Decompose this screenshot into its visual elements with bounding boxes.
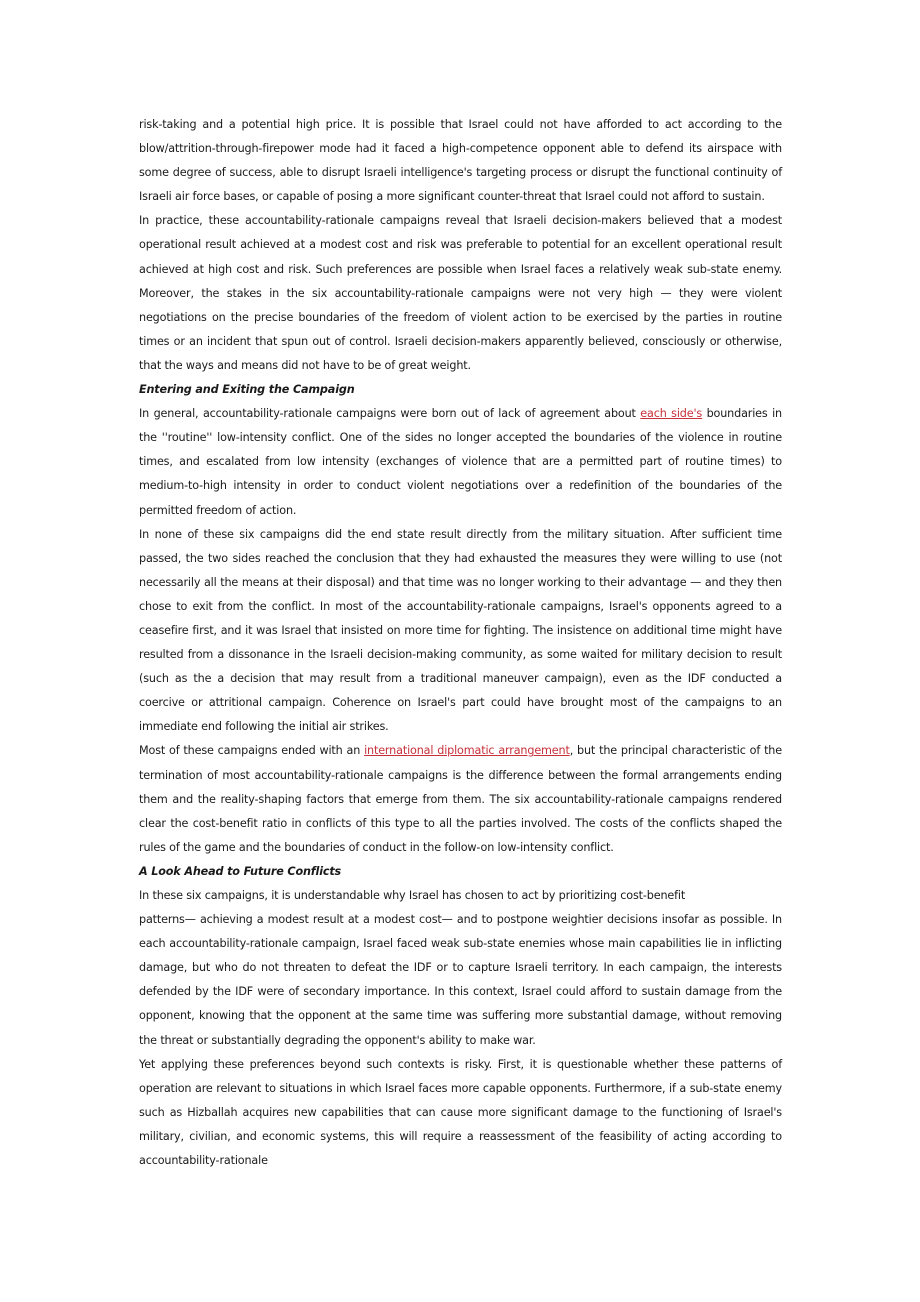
paragraph-text: , but the principal characteristic of the termination of most accountability-rationale campaigns is the difference between the formal arrangements ending them and the reality-shaping factors that emerge from them. The six accountability-rationale campaigns rendered clear the cost-benefit ratio in conflicts of this type to all the parties involved. The costs of the conflicts shaped the rules of the game and the boundaries of conduct in the follow-on low-intensity conflict. xyxy=(139,744,782,854)
paragraph: patterns— achieving a modest result at a modest cost— and to postpone weightier decisions insofar as possible. In each accountability-rationale campaign, Israel faced weak sub-state enemies whose main capabilities lie in inflicting damage, but who do not threaten to defeat the IDF or to capture Israeli territory. In each campaign, the interests defended by the IDF were of secondary importance. In this context, Israel could afford to sustain damage from the opponent, knowing that the opponent at the same time was suffering more substantial damage, without removing the threat or substantially degrading the opponent's ability to make war. xyxy=(139,913,782,1047)
paragraph-text: In general, accountability-rationale campaigns were born out of lack of agreement about xyxy=(139,407,641,421)
hyperlink[interactable]: international diplomatic arrangement xyxy=(364,744,570,758)
document-body xyxy=(139,113,782,1173)
paragraph: Yet applying these preferences beyond such contexts is risky. First, it is questionable whether these patterns of operation are relevant to situations in which Israel faces more capable opponents. Furthermore, if a sub-state enemy such as Hizballah acquires new capabilities that can cause more significant damage to the functioning of Israel's military, civilian, and economic systems, this will require a reassessment of the feasibility of acting according to accountability-rationale xyxy=(139,1057,782,1168)
paragraph: In none of these six campaigns did the end state result directly from the military situation. After sufficient time passed, the two sides reached the conclusion that they had exhausted the measures they were willing to use (not necessarily all the means at their disposal) and that time was no longer working to their advantage — and they then chose to exit from the conflict. In most of the accountability-rationale campaigns, Israel's opponents agreed to a ceasefire first, and it was Israel that insisted on more time for fighting. The insistence on additional time might have resulted from a dissonance in the Israeli decision-making community, as some waited for military decision to result (such as the a decision that may result from a traditional maneuver campaign), even as the IDF conducted a coercive or attritional campaign. Coherence on Israel's part could have brought most of the campaigns to an immediate end following the initial air strikes. xyxy=(139,527,782,734)
paragraph-text: Most of these campaigns ended with an xyxy=(139,744,365,758)
paragraph xyxy=(139,884,782,908)
paragraph: risk-taking and a potential high price. It is possible that Israel could not have afforded to act according to the blow/attrition-through-firepower mode had it faced a high-competence opponent able to defend its airspace with some degree of success, able to disrupt Israeli intelligence's targeting process or disrupt the functional continuity of Israeli air force bases, or capable of posing a more significant counter-threat that Israel could not afford to sustain. xyxy=(139,118,782,204)
section-heading: Entering and Exiting the Campaign xyxy=(139,383,355,397)
section-heading: A Look Ahead to Future Conflicts xyxy=(139,864,342,878)
paragraph xyxy=(139,739,782,859)
paragraph-line: In these six campaigns, it is understandable why Israel has chosen to act by prioritizing cost-benefit xyxy=(139,889,686,902)
paragraph xyxy=(139,402,782,522)
hyperlink[interactable]: each side's xyxy=(640,407,703,421)
paragraph: In practice, these accountability-rationale campaigns reveal that Israeli decision-makers believed that a modest operational result achieved at a modest cost and risk was preferable to potential for an excellent operational result achieved at high cost and risk. Such preferences are possible when Israel faces a relatively weak sub-state enemy. Moreover, the stakes in the six accountability-rationale campaigns were not very high — they were violent negotiations on the precise boundaries of the freedom of violent action to be exercised by the parties in routine times or an incident that spun out of control. Israeli decision-makers apparently believed, consciously or otherwise, that the ways and means did not have to be of great weight. xyxy=(139,214,782,372)
paragraph-text: boundaries in the ''routine'' low-intensity conflict. One of the sides no longer accepted the boundaries of the violence in routine times, and escalated from low intensity (exchanges of violence that are a permitted part of routine times) to medium-to-high intensity in order to conduct violent negotiations over a redefinition of the boundaries of the permitted freedom of action. xyxy=(139,407,782,517)
